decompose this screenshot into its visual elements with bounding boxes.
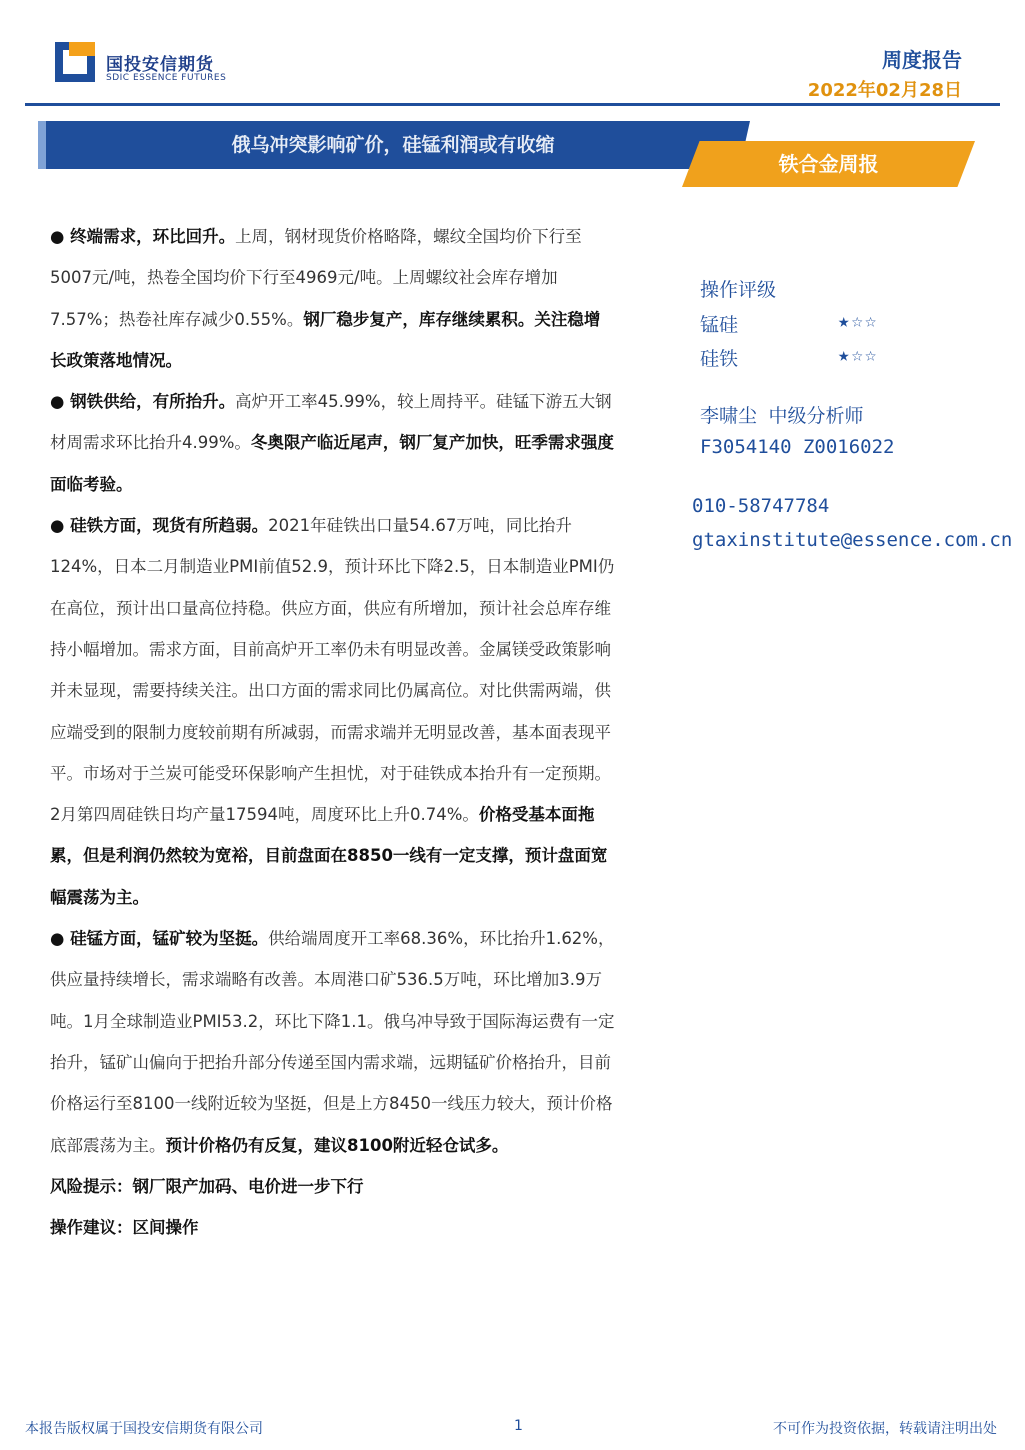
- risk-warning: [50, 1166, 615, 1207]
- contact-email[interactable]: gtaxinstitute@essence.com.cn: [692, 529, 1013, 551]
- paragraph-heading: ● 终端需求，环比回升。: [50, 227, 236, 246]
- company-name-cn: 国投安信期货: [106, 55, 214, 75]
- paragraph-supply: [50, 381, 615, 505]
- paragraph-conclusion: 价格受基本面拖累，但是利润仍然较为宽裕，目前盘面在8850一线有一定支撑，预计盘面宽幅震荡为主。: [50, 805, 608, 907]
- paragraph-conclusion: 预计价格仍有反复，建议8100附近轻仓试多。: [165, 1135, 509, 1155]
- rating-name-fe-si: 硅铁: [700, 348, 739, 370]
- risk-warning-text: 风险提示：钢厂限产加码、电价进一步下行: [50, 1176, 364, 1196]
- company-name-en: SDIC ESSENCE FUTURES: [106, 73, 227, 83]
- paragraph-text: 2021年硅铁出口量54.67万吨，同比抬升124%，日本二月制造业PMI前值52.9，预计环比下降2.5，日本制造业PMI仍在高位，预计出口量高位持稳。供应方面，供应有所增加，预计社会总库存维持小幅增加。需求方面，目前高炉开工率仍未有明显改善。金属镁受政策影响并未显现，需要持续关注。出口方面的需求同比仍属高位。对比供需两端，供应端受到的限制力度较前期有所减弱，而需求端并无明显改善，基本面表现平平。市场对于兰炭可能受环保影响产生担忧，对于硅铁成本抬升有一定预期。2月第四周硅铁日均产量17594吨，周度环比上升0.74%。: [50, 516, 615, 825]
- rating-title: 操作评级: [700, 279, 777, 301]
- paragraph-text: 高炉开工率45.99%，较上周持平。硅锰下游五大钢材周需求环比抬升4.99%。: [50, 392, 612, 453]
- company-logo-icon: [55, 42, 95, 82]
- paragraph-conclusion: 冬奥限产临近尾声，钢厂复产加快，旺季需求强度面临考验。: [50, 433, 614, 494]
- paragraph-silicomanganese: [50, 918, 615, 1166]
- paragraph-heading: ● 硅锰方面，锰矿较为坚挺。: [50, 929, 269, 949]
- paragraph-heading: ● 硅铁方面，现货有所趋弱。: [50, 516, 269, 536]
- paragraph-text: 上周，钢材现货价格略降，螺纹全国均价下行至5007元/吨，热卷全国均价下行至4969元/吨。上周螺纹社会库存增加7.57%；热卷社库存减少0.55%。: [50, 227, 582, 329]
- paragraph-demand: [50, 216, 615, 381]
- page-number: 1: [514, 1418, 523, 1434]
- rating-stars-fe-si: ★☆☆: [838, 344, 879, 366]
- analyst-license: F3054140 Z0016022: [700, 436, 895, 458]
- analyst-name: 李啸尘 中级分析师: [700, 405, 864, 427]
- paragraph-ferrosilicon: [50, 505, 615, 918]
- operation-advice: [50, 1207, 615, 1248]
- paragraph-conclusion: 钢厂稳步复产，库存继续累积。关注稳增长政策落地情况。: [50, 309, 601, 370]
- footer-disclaimer: 不可作为投资依据，转载请注明出处: [773, 1421, 997, 1437]
- report-date: 2022年02月28日: [807, 80, 962, 101]
- paragraph-text: 供给端周度开工率68.36%，环比抬升1.62%，供应量持续增长，需求端略有改善。本周港口矿536.5万吨，环比增加3.9万吨。1月全球制造业PMI53.2，环比下降1.1。俄乌冲导致于国际海运费有一定抬升，锰矿山偏向于把抬升部分传递至国内需求端，远期锰矿价格抬升，目前价格运行至8100一线附近较为坚挺，但是上方8450一线压力较大，预计价格底部震荡为主。: [50, 929, 615, 1155]
- paragraph-heading: ● 钢铁供给，有所抬升。: [50, 392, 236, 412]
- report-type: 周度报告: [882, 48, 962, 72]
- report-title: 俄乌冲突影响矿价，硅锰利润或有收缩: [231, 134, 555, 156]
- footer-copyright: 本报告版权属于国投安信期货有限公司: [25, 1421, 263, 1437]
- category-tag-label: 铁合金周报: [778, 152, 879, 176]
- operation-advice-text: 操作建议：区间操作: [50, 1218, 199, 1238]
- rating-name-mn-si: 锰硅: [700, 314, 739, 336]
- rating-stars-mn-si: ★☆☆: [838, 310, 879, 332]
- header-divider: [25, 103, 1000, 106]
- contact-phone: 010-58747784: [692, 495, 830, 517]
- report-body: [50, 216, 615, 1248]
